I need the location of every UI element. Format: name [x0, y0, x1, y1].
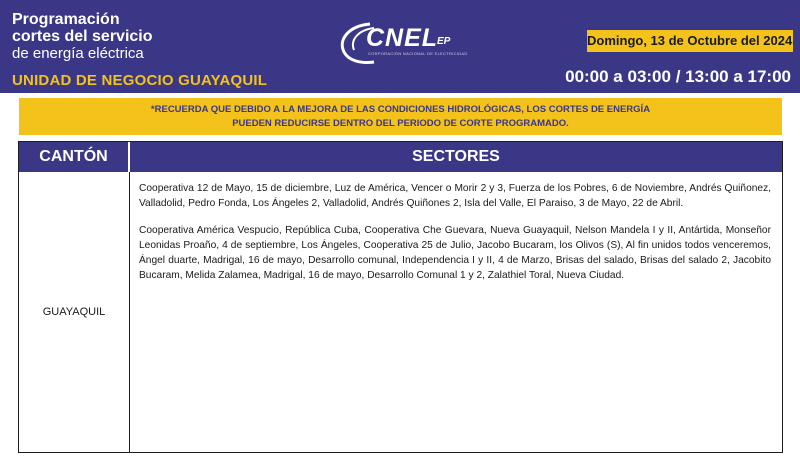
canton-cell [19, 172, 129, 452]
column-divider [129, 172, 130, 452]
header-sectores: SECTORES [130, 142, 782, 172]
sectores-paragraph-2: Cooperativa América Vespucio, República Cuba, Cooperativa Che Guevara, Nueva Guayaquil, Nelson Mandela I y II, Antártida, Monseñor Leonidas Proaño, 4 de septiembre, Los Ángeles, Cooperativa 25 de Julio, Jacobo Bucaram, los Olivos (S), Al fin unidos todos venceremos, Ángel duarte, Madrigal, 16 de mayo, Desarrollo comunal, Independencia I y II, 4 de Marzo, Brisas del salado, Brisas del salado 2, Jacobito Bucaram, Melida Zalamea, Madrigal, 16 de mayo, Desarrollo Comunal 1 y 2, Zalathiel Toral, Nueva Ciudad. [139, 225, 771, 281]
sectores-cell [139, 181, 771, 295]
header-banner [0, 0, 800, 93]
outage-hours: 00:00 a 03:00 / 13:00 a 17:00 [565, 67, 791, 86]
title-line-1: Programación [12, 11, 120, 28]
schedule-table [18, 141, 783, 453]
logo-text: CNEL [366, 24, 439, 52]
notice-line-2: PUEDEN REDUCIRSE DENTRO DEL PERIODO DE CORTE PROGRAMADO. [232, 118, 569, 129]
title-line-3: de energía eléctrica [12, 45, 144, 62]
notice-banner [19, 98, 782, 135]
title-line-2: cortes del servicio [12, 28, 153, 45]
logo-ep: EP [437, 36, 451, 47]
business-unit-label: UNIDAD DE NEGOCIO GUAYAQUIL [12, 72, 268, 89]
header-canton: CANTÓN [19, 142, 129, 172]
page-title [12, 11, 153, 62]
date-badge: Domingo, 13 de Octubre del 2024 [587, 30, 793, 52]
logo-subtitle: CORPORACIÓN NACIONAL DE ELECTRICIDAD [368, 51, 468, 56]
sectores-paragraph-1: Cooperativa 12 de Mayo, 15 de diciembre, Luz de América, Vencer o Morir 2 y 3, Fuerza de los Pobres, 6 de Noviembre, Andrés Quiñonez, Valladolid, Pedro Fonda, Los Ángeles 2, Valladolid, Andrés Quiñones 2, Isla del Valle, El Paraiso, 3 de Mayo, 22 de Abril. [139, 183, 771, 209]
notice-line-1: *RECUERDA QUE DEBIDO A LA MEJORA DE LAS CONDICIONES HIDROLÓGICAS, LOS CORTES DE ENERGÍA [150, 104, 651, 115]
canton-name: GUAYAQUIL [42, 306, 106, 318]
